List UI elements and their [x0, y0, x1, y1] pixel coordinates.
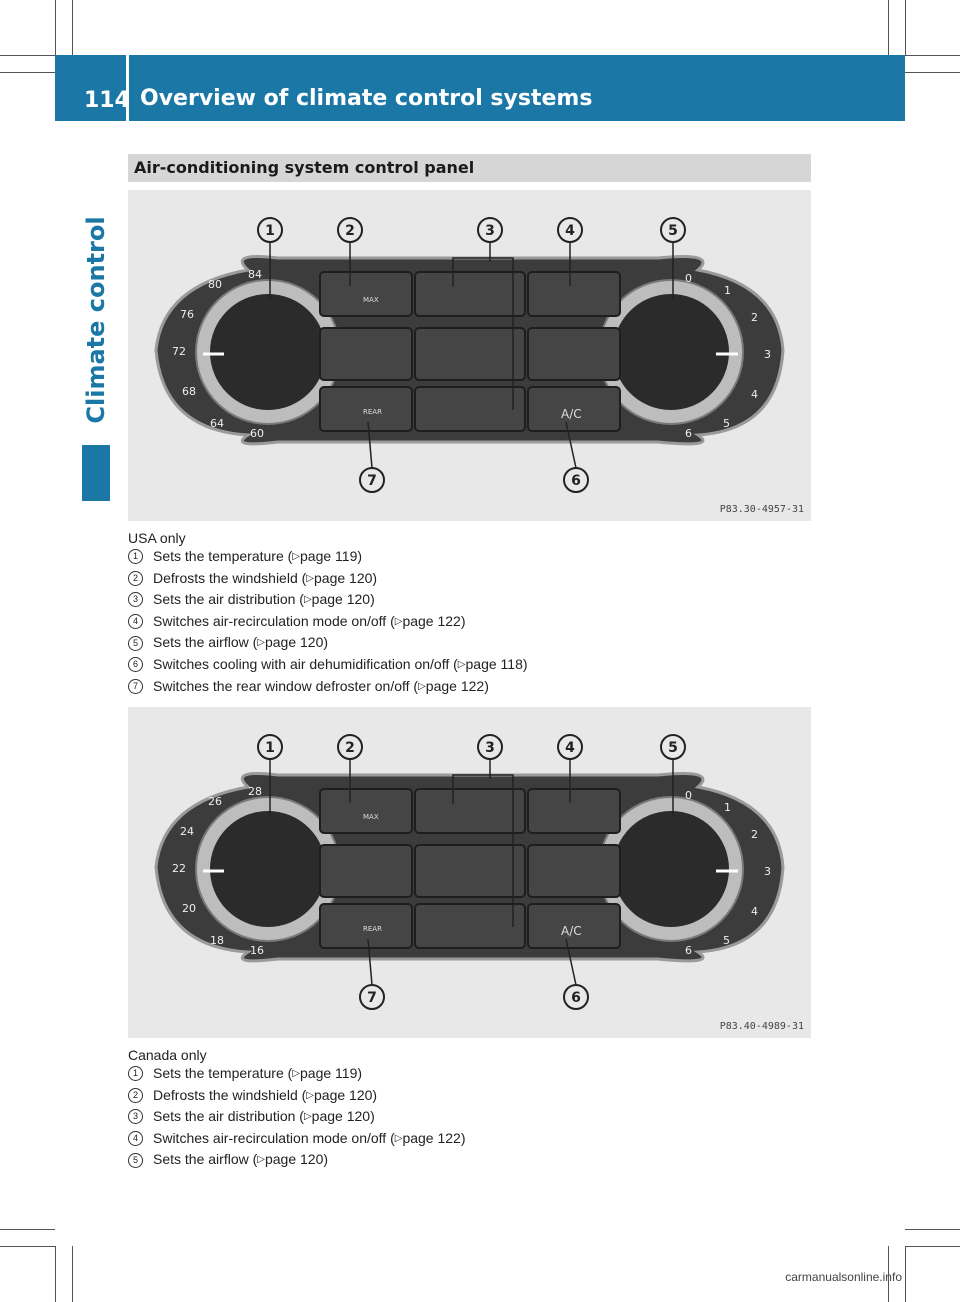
caption-usa: USA only — [128, 530, 186, 546]
callout-number-badge: 5 — [128, 636, 143, 651]
airflow-scale-label: 0 — [685, 272, 692, 285]
airflow-scale-label: 5 — [723, 934, 730, 947]
crop-mark — [72, 1246, 73, 1302]
page-arrow-icon: ▷ — [306, 572, 314, 584]
crop-mark — [0, 1229, 55, 1230]
page-reference-link[interactable]: page 122) — [402, 1129, 466, 1146]
temperature-scale-label: 84 — [248, 268, 262, 281]
control-panel-figure-canada — [128, 707, 811, 1038]
callout-number-badge: 5 — [128, 1153, 143, 1168]
legend-list-usa — [128, 546, 528, 697]
legend-text: Sets the temperature ( — [153, 1065, 293, 1081]
temperature-knob[interactable] — [210, 811, 326, 927]
page-reference-link[interactable]: page 122) — [402, 612, 466, 629]
page-reference-link[interactable]: page 120) — [264, 634, 329, 651]
temperature-scale-label: 64 — [210, 417, 224, 430]
callout-number: 2 — [345, 740, 355, 756]
airflow-knob[interactable] — [613, 811, 729, 927]
control-panel-figure-usa — [128, 190, 811, 521]
caption-canada: Canada only — [128, 1047, 207, 1063]
page-reference-link[interactable]: page 120) — [264, 1151, 329, 1168]
callout-number-badge: 2 — [128, 571, 143, 586]
legend-text: Switches cooling with air dehumidification on/off ( — [153, 655, 458, 672]
temperature-scale-label: 26 — [208, 795, 222, 808]
callout-number: 5 — [668, 223, 678, 239]
legend-item — [128, 611, 528, 633]
page-reference-link[interactable]: page 122) — [425, 677, 489, 694]
page-reference-link[interactable]: page 118) — [465, 655, 528, 672]
callout-number-badge: 1 — [128, 549, 143, 564]
legend-text: Sets the airflow ( — [153, 1151, 258, 1168]
legend-item — [128, 589, 528, 611]
crop-mark — [888, 0, 889, 55]
footwell-airflow-button[interactable] — [415, 328, 525, 380]
legend-item — [128, 1063, 466, 1085]
blank-panel — [528, 328, 620, 380]
side-tab-block — [82, 445, 110, 501]
defrost-airflow-button[interactable] — [415, 272, 525, 316]
lower-airflow-button[interactable] — [415, 387, 525, 431]
blank-panel — [528, 845, 620, 897]
legend-item — [128, 546, 528, 568]
temperature-knob[interactable] — [210, 294, 326, 410]
footwell-airflow-button[interactable] — [415, 845, 525, 897]
max-label: MAX — [363, 813, 379, 821]
recirculation-button[interactable] — [528, 272, 620, 316]
legend-text: Defrosts the windshield ( — [153, 1086, 307, 1103]
airflow-scale-label: 2 — [751, 311, 758, 324]
defrost-max-button[interactable] — [320, 272, 412, 316]
legend-item — [128, 1128, 466, 1150]
callout-number-badge: 7 — [128, 679, 143, 694]
page-reference-link[interactable]: page 119) — [300, 1065, 363, 1081]
callout-number-badge: 1 — [128, 1066, 143, 1081]
airflow-scale-label: 2 — [751, 828, 758, 841]
page-reference-link[interactable]: page 120) — [311, 1108, 375, 1125]
section-title: Air-conditioning system control panel — [134, 158, 475, 177]
legend-item — [128, 1085, 466, 1107]
page-arrow-icon: ▷ — [394, 1132, 403, 1144]
callout-number: 4 — [565, 223, 575, 239]
temperature-scale-label: 18 — [210, 934, 224, 947]
rear-label: REAR — [363, 925, 382, 933]
temperature-scale-label: 16 — [250, 944, 264, 957]
blank-panel — [320, 328, 412, 380]
legend-text: Switches the rear window defroster on/off ( — [153, 677, 419, 694]
callout-number-badge: 6 — [128, 657, 143, 672]
legend-item — [128, 676, 528, 698]
callout-number: 1 — [265, 740, 275, 756]
temperature-scale-label: 24 — [180, 825, 194, 838]
crop-mark — [55, 0, 56, 55]
page-arrow-icon: ▷ — [292, 1068, 300, 1079]
page-number: 114 — [84, 88, 130, 113]
legend-text: Defrosts the windshield ( — [153, 569, 307, 586]
temperature-scale-label: 60 — [250, 427, 264, 440]
crop-mark — [0, 1246, 55, 1247]
legend-text: Sets the air distribution ( — [153, 1108, 304, 1125]
crop-mark — [905, 72, 960, 73]
legend-item — [128, 1106, 466, 1128]
temperature-scale-label: 28 — [248, 785, 262, 798]
blank-panel — [320, 845, 412, 897]
page-reference-link[interactable]: page 120) — [314, 1086, 378, 1103]
defrost-airflow-button[interactable] — [415, 789, 525, 833]
control-panel-illustration — [128, 190, 811, 521]
callout-number: 3 — [485, 740, 495, 756]
crop-mark — [905, 1246, 960, 1247]
page-arrow-icon: ▷ — [257, 1154, 265, 1166]
legend-text: Sets the temperature ( — [153, 548, 293, 564]
airflow-scale-label: 1 — [724, 801, 731, 814]
page-reference-link[interactable]: page 120) — [314, 569, 378, 586]
callout-number: 6 — [571, 990, 581, 1006]
rear-label: REAR — [363, 408, 382, 416]
airflow-scale-label: 4 — [751, 905, 758, 918]
chapter-title: Overview of climate control systems — [140, 86, 593, 111]
legend-text: Switches air-recirculation mode on/off ( — [153, 1129, 395, 1146]
callout-number: 4 — [565, 740, 575, 756]
crop-mark — [905, 1229, 960, 1230]
callout-number: 7 — [367, 473, 377, 489]
callout-number: 1 — [265, 223, 275, 239]
page-arrow-icon: ▷ — [306, 1089, 314, 1101]
temperature-scale-label: 68 — [182, 385, 196, 398]
page-arrow-icon: ▷ — [418, 680, 426, 692]
crop-mark — [905, 0, 906, 55]
page-reference-link[interactable]: page 119) — [300, 548, 363, 564]
legend-item — [128, 654, 528, 676]
ac-label: A/C — [561, 407, 582, 421]
page-arrow-icon: ▷ — [457, 658, 466, 670]
lower-airflow-button[interactable] — [415, 904, 525, 948]
airflow-knob[interactable] — [613, 294, 729, 410]
legend-item — [128, 568, 528, 590]
callout-number: 2 — [345, 223, 355, 239]
callout-number: 5 — [668, 740, 678, 756]
airflow-scale-label: 3 — [764, 865, 771, 878]
page-arrow-icon: ▷ — [292, 551, 300, 562]
crop-mark — [72, 0, 73, 55]
airflow-scale-label: 0 — [685, 789, 692, 802]
crop-mark — [0, 55, 55, 56]
callout-number-badge: 4 — [128, 1131, 143, 1146]
legend-text: Switches air-recirculation mode on/off ( — [153, 612, 395, 629]
airflow-scale-label: 5 — [723, 417, 730, 430]
airflow-scale-label: 3 — [764, 348, 771, 361]
callout-number-badge: 2 — [128, 1088, 143, 1103]
temperature-scale-label: 72 — [172, 345, 186, 358]
defrost-max-button[interactable] — [320, 789, 412, 833]
page-reference-link[interactable]: page 120) — [311, 591, 375, 608]
callout-number-badge: 3 — [128, 1109, 143, 1124]
max-label: MAX — [363, 296, 379, 304]
crop-mark — [55, 1246, 56, 1302]
crop-mark — [905, 1246, 906, 1302]
temperature-scale-label: 22 — [172, 862, 186, 875]
page-arrow-icon: ▷ — [303, 1111, 312, 1123]
airflow-scale-label: 6 — [685, 944, 692, 957]
figure-code: P83.40-4989-31 — [719, 1021, 804, 1032]
recirculation-button[interactable] — [528, 789, 620, 833]
callout-number: 3 — [485, 223, 495, 239]
page-arrow-icon: ▷ — [257, 637, 265, 649]
footer-watermark: carmanualsonline.info — [785, 1270, 902, 1284]
ac-label: A/C — [561, 924, 582, 938]
page-arrow-icon: ▷ — [394, 615, 403, 627]
airflow-scale-label: 4 — [751, 388, 758, 401]
legend-text: Sets the air distribution ( — [153, 591, 304, 608]
crop-mark — [905, 55, 960, 56]
callout-number-badge: 3 — [128, 592, 143, 607]
temperature-scale-label: 76 — [180, 308, 194, 321]
callout-number: 7 — [367, 990, 377, 1006]
airflow-scale-label: 6 — [685, 427, 692, 440]
legend-text: Sets the airflow ( — [153, 634, 258, 651]
page-arrow-icon: ▷ — [303, 594, 312, 606]
figure-code: P83.30-4957-31 — [719, 504, 804, 515]
temperature-scale-label: 80 — [208, 278, 222, 291]
callout-number-badge: 4 — [128, 614, 143, 629]
side-tab-label: Climate control — [82, 216, 110, 424]
crop-mark — [0, 72, 55, 73]
control-panel-illustration — [128, 707, 811, 1038]
temperature-scale-label: 20 — [182, 902, 196, 915]
legend-item — [128, 1149, 466, 1171]
legend-item — [128, 632, 528, 654]
callout-number: 6 — [571, 473, 581, 489]
airflow-scale-label: 1 — [724, 284, 731, 297]
legend-list-canada — [128, 1063, 466, 1171]
